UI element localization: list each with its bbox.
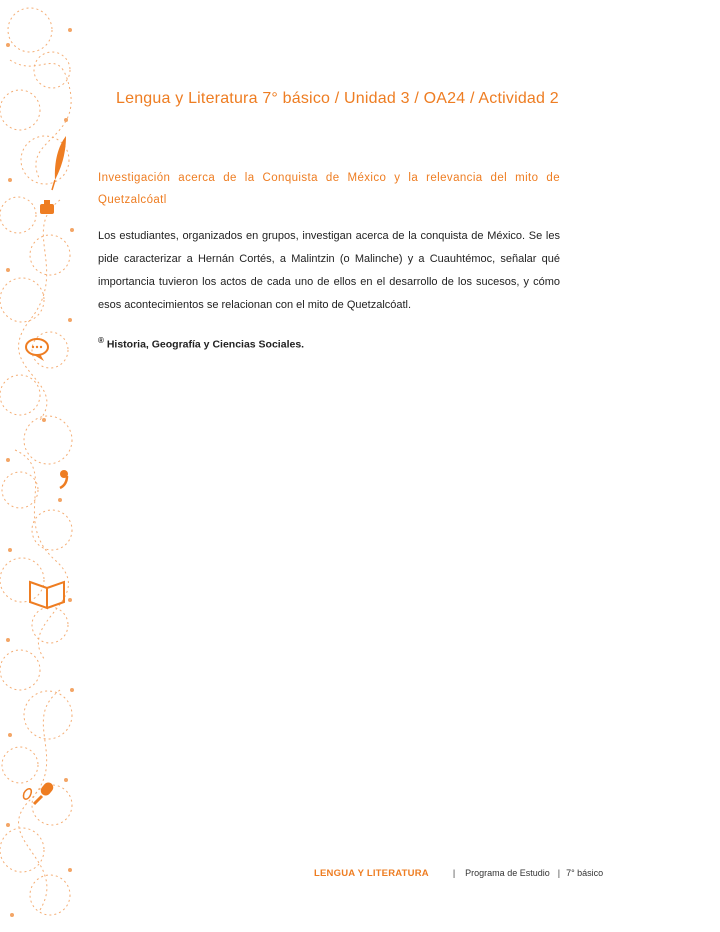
- footer-program: Programa de Estudio: [465, 868, 550, 878]
- activity-description: Los estudiantes, organizados en grupos, investigan acerca de la conquista de México. Se les pide caracterizar a Hernán Cortés, a Malintzin (o Malinche) y a Cuauhtémoc, señalar qué importancia tuvieron los actos de cada uno de ellos en el desarrollo de los sucesos, y cómo esos acontecimientos se relacionan con el mito de Quetzalcóatl.: [98, 230, 560, 311]
- note-text: Historia, Geografía y Ciencias Sociales.: [106, 338, 305, 351]
- page-footer: [314, 866, 603, 880]
- comma-icon: [60, 470, 68, 488]
- swirl-pattern: [0, 0, 82, 932]
- speech-bubble-icon: [26, 339, 48, 361]
- footer-separator: |: [452, 868, 456, 878]
- cross-curricular-note: [98, 336, 560, 351]
- activity-title: Investigación acerca de la Conquista de México y la relevancia del mito de Quetzalcóatl: [98, 172, 560, 206]
- footer-separator-2: |: [557, 868, 561, 878]
- footer-grade: 7° básico: [566, 868, 604, 878]
- feather-icon: [52, 136, 66, 190]
- footer-subject: LENGUA Y LITERATURA: [314, 867, 429, 879]
- microphone-icon: [24, 780, 56, 804]
- page-title: Lengua y Literatura 7° básico / Unidad 3 / OA24 / Actividad 2: [116, 90, 559, 107]
- decorative-border: [0, 0, 82, 932]
- registered-mark: ®: [98, 336, 104, 345]
- open-book-icon: [30, 582, 64, 608]
- inkwell-icon: [40, 200, 54, 214]
